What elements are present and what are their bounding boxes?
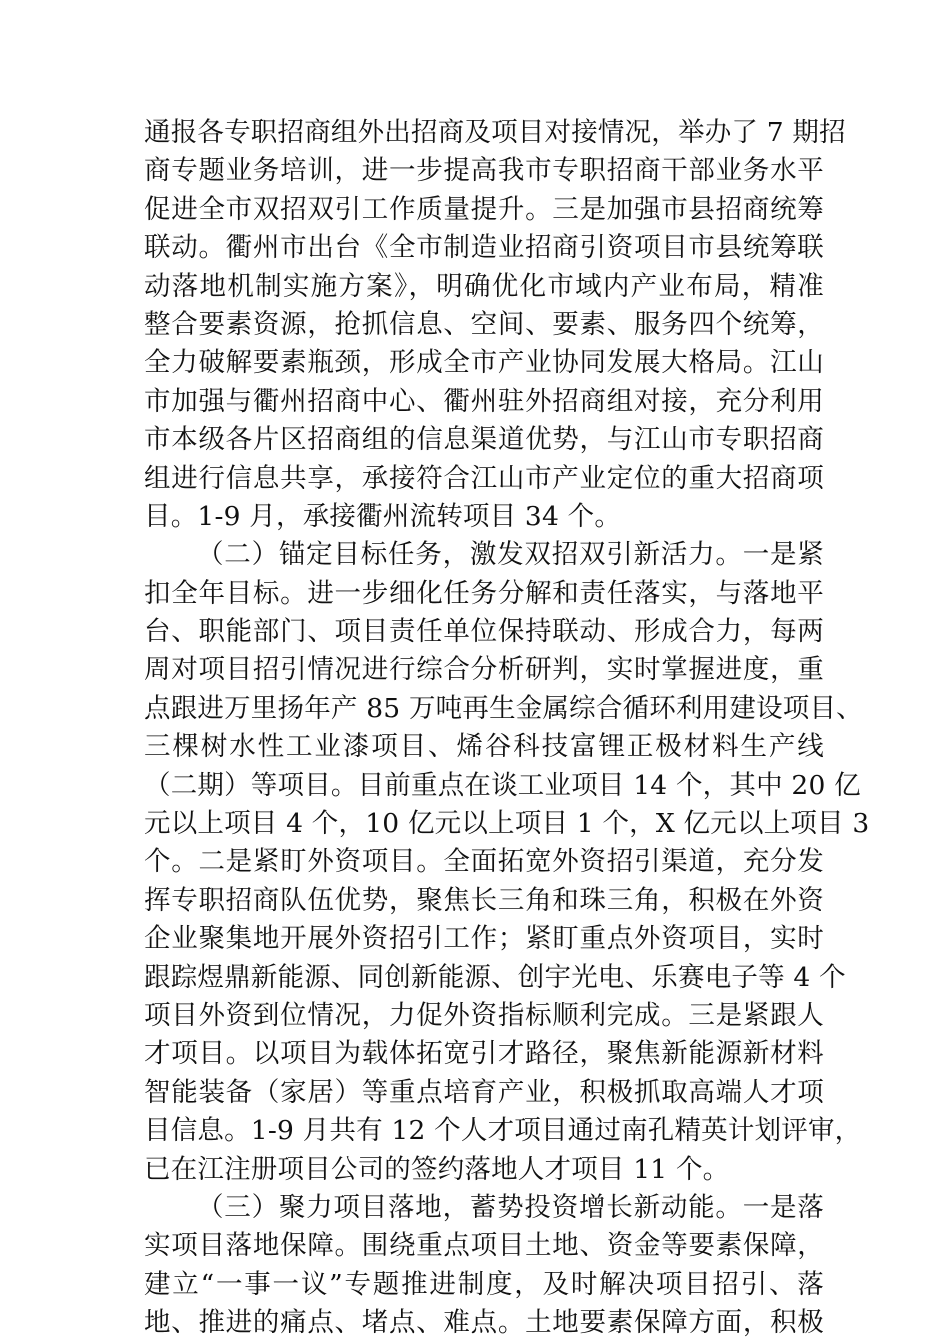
text-line: 市加强与衢州招商中心、衢州驻外招商组对接，充分利用 <box>144 385 824 417</box>
text-line: 目信息。1-9 月共有 12 个人才项目通过南孔精英计划评审， <box>144 1115 862 1147</box>
text-line: 商专题业务培训，进一步提高我市专职招商干部业务水平 <box>144 155 824 187</box>
text-line: 建立“一事一议”专题推进制度，及时解决项目招引、落 <box>144 1268 824 1300</box>
text-line: 元以上项目 4 个，10 亿元以上项目 1 个，X 亿元以上项目 3 <box>144 808 870 840</box>
text-line: 挥专职招商队伍优势，聚焦长三角和珠三角，积极在外资 <box>144 884 824 916</box>
text-line: 个。二是紧盯外资项目。全面拓宽外资招引渠道，充分发 <box>144 846 824 878</box>
text-line: 组进行信息共享，承接符合江山市产业定位的重大招商项 <box>144 462 824 494</box>
text-line: 市本级各片区招商组的信息渠道优势，与江山市专职招商 <box>144 424 824 456</box>
text-line: 台、职能部门、项目责任单位保持联动、形成合力，每两 <box>144 616 824 648</box>
text-line: 三棵树水性工业漆项目、烯谷科技富锂正极材料生产线 <box>144 731 824 763</box>
text-line: 地、推进的痛点、堵点、难点。土地要素保障方面，积极 <box>144 1307 824 1339</box>
text-line: 动落地机制实施方案》，明确优化市域内产业布局，精准 <box>144 270 824 302</box>
text-line: 整合要素资源，抢抓信息、空间、要素、服务四个统筹， <box>144 308 824 340</box>
text-line: （二）锚定目标任务，激发双招双引新活力。一是紧 <box>197 539 824 571</box>
text-line: 扣全年目标。进一步细化任务分解和责任落实，与落地平 <box>144 577 824 609</box>
text-line: （二期）等项目。目前重点在谈工业项目 14 个，其中 20 亿 <box>144 769 861 801</box>
text-line: 目。1-9 月，承接衢州流转项目 34 个。 <box>144 500 622 532</box>
text-line: 促进全市双招双引工作质量提升。三是加强市县招商统筹 <box>144 193 824 225</box>
text-line: 才项目。以项目为载体拓宽引才路径，聚焦新能源新材料 <box>144 1038 824 1070</box>
text-line: 点跟进万里扬年产 85 万吨再生金属综合循环利用建设项目、 <box>144 692 863 724</box>
text-line: 项目外资到位情况，力促外资指标顺利完成。三是紧跟人 <box>144 999 824 1031</box>
text-line: （三）聚力项目落地，蓄势投资增长新动能。一是落 <box>197 1191 824 1223</box>
body-text <box>144 114 870 1343</box>
text-line: 联动。衢州市出台《全市制造业招商引资项目市县统筹联 <box>144 232 824 264</box>
text-line: 实项目落地保障。围绕重点项目土地、资金等要素保障， <box>144 1230 824 1262</box>
text-line: 已在江注册项目公司的签约落地人才项目 11 个。 <box>144 1153 730 1185</box>
text-line: 周对项目招引情况进行综合分析研判，实时掌握进度，重 <box>144 654 824 686</box>
text-line: 全力破解要素瓶颈，形成全市产业协同发展大格局。江山 <box>144 347 824 379</box>
text-line: 企业聚集地开展外资招引工作；紧盯重点外资项目，实时 <box>144 923 824 955</box>
text-line: 智能装备（家居）等重点培育产业，积极抓取高端人才项 <box>144 1076 824 1108</box>
text-line: 通报各专职招商组外出招商及项目对接情况，举办了 7 期招 <box>144 117 846 148</box>
text-line: 跟踪煜鼎新能源、同创新能源、创宇光电、乐赛电子等 4 个 <box>144 961 846 993</box>
